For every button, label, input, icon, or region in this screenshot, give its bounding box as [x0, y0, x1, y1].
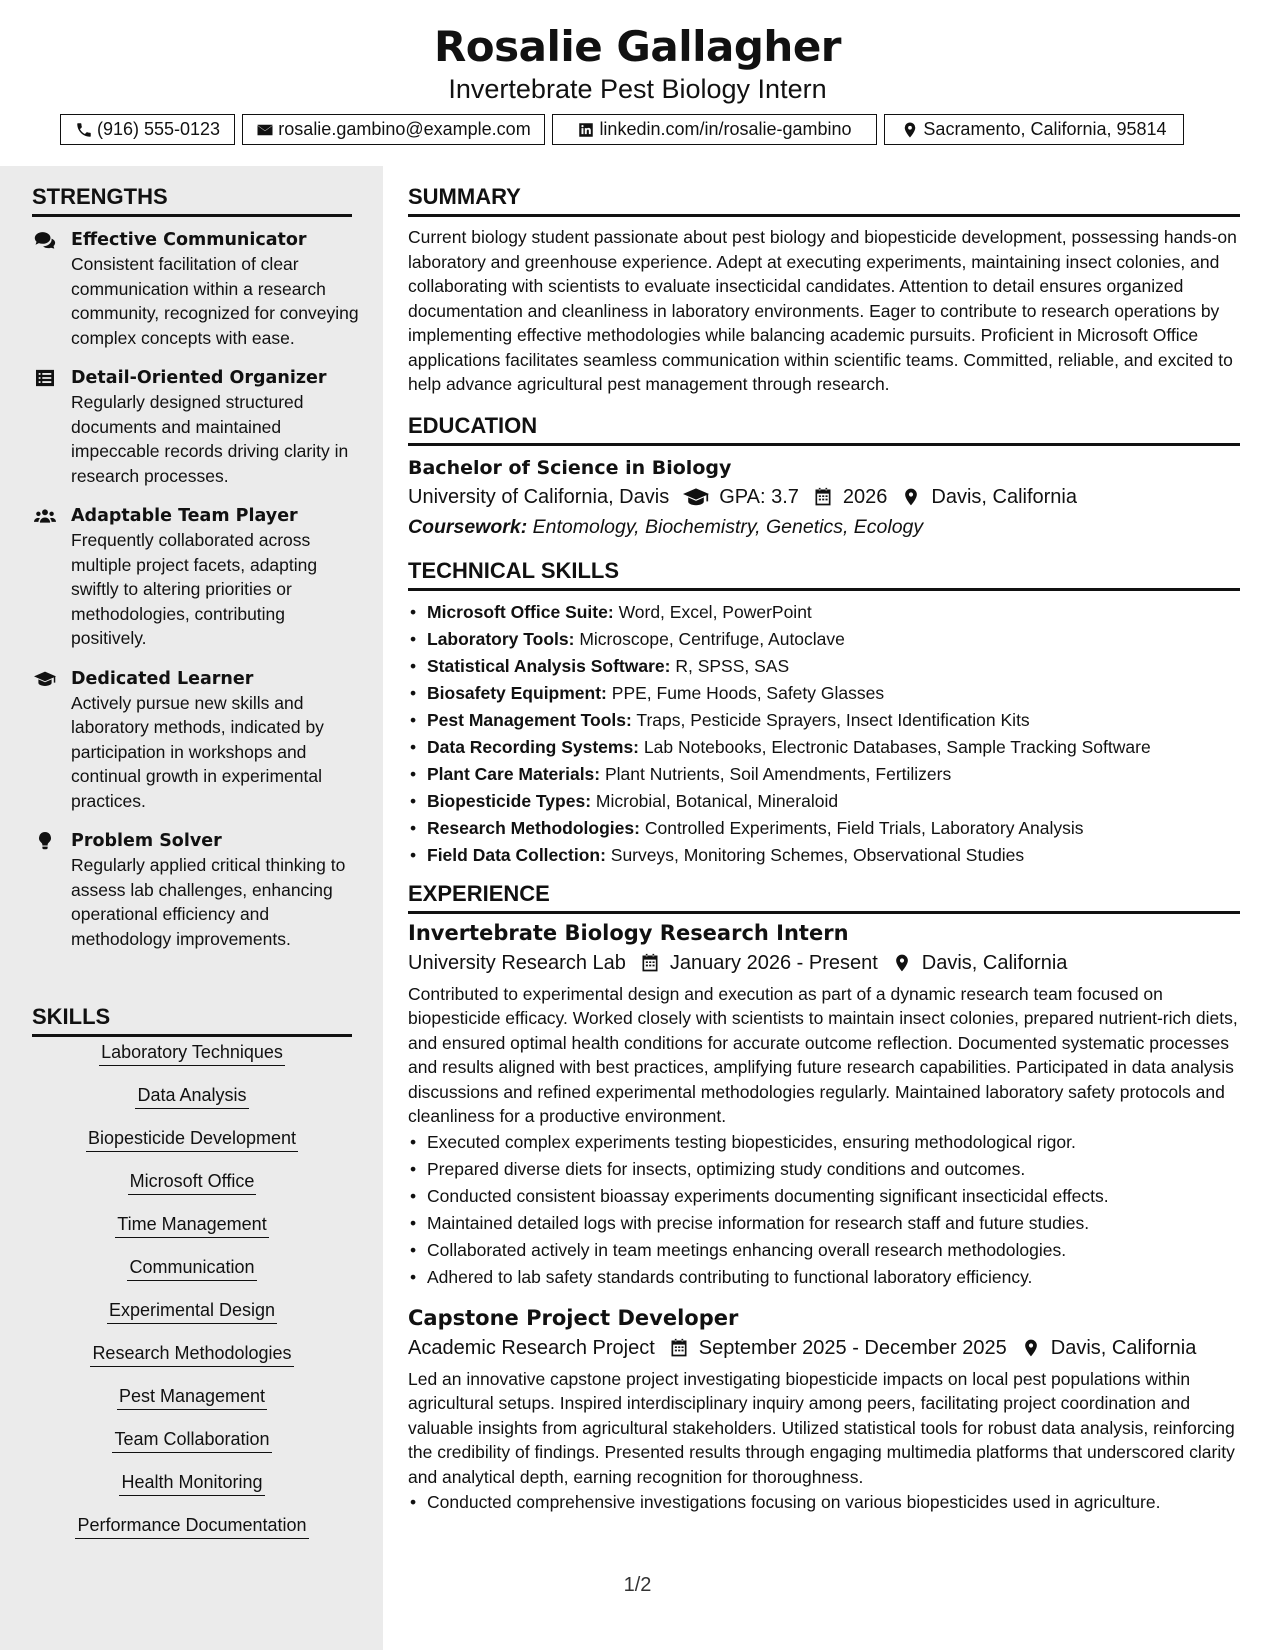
list-item: [408, 707, 1240, 734]
job-location: Davis, California: [921, 951, 1068, 974]
contact-email[interactable]: [242, 114, 545, 145]
resume-header: [0, 0, 1275, 166]
list-item: • Collaborated actively in team meetings enhancing overall research methodologies.: [408, 1237, 1240, 1264]
job-dates: September 2025 - December 2025: [698, 1336, 1007, 1359]
skill-label: Biopesticide Types:: [427, 790, 592, 811]
list-item: • Conducted consistent bioassay experiments documenting significant insecticidal effects.: [408, 1183, 1240, 1210]
skill-tag: Performance Documentation: [75, 1513, 308, 1539]
contact-phone[interactable]: [60, 114, 235, 145]
skill-label: Pest Management Tools:: [427, 709, 632, 730]
job-description: Led an innovative capstone project investigating biopesticide impacts on local pest populations within agricultural setups. Inspired interdisciplinary inquiry among peers, facilitating project coordination and valuable insights from agricultural stakeholders. Utilized statistical tools for robust data analysis, reinforcing the credibility of findings. Presented results through engaging multimedia platforms that underscored clarity and analytical depth, earning recognition for thoroughness.: [408, 1368, 1235, 1487]
linkedin-icon: [577, 121, 595, 139]
list-icon: [34, 369, 56, 387]
job-dates: January 2026 - Present: [669, 951, 878, 974]
list-item: [408, 788, 1240, 815]
strength-desc: Regularly designed structured documents and maintained impeccable records driving clarity in research processes.: [71, 392, 349, 486]
list-item: • Adhered to lab safety standards contributing to functional laboratory efficiency.: [408, 1264, 1240, 1291]
list-item: • Executed complex experiments testing biopesticides, ensuring methodological rigor.: [408, 1129, 1240, 1156]
map-pin-icon: [1021, 1338, 1041, 1358]
skill-label: Statistical Analysis Software:: [427, 655, 671, 676]
strength-title: Problem Solver: [71, 831, 222, 851]
list-item: [408, 626, 1240, 653]
person-name: Rosalie Gallagher: [433, 22, 842, 71]
education-school: University of California, Davis: [408, 485, 670, 508]
skill-value: Lab Notebooks, Electronic Databases, Sample Tracking Software: [643, 736, 1151, 757]
list-item: [408, 680, 1240, 707]
envelope-icon: [256, 121, 274, 139]
graduation-cap-icon: [683, 487, 709, 507]
strength-item: [32, 829, 362, 951]
strength-title: Effective Communicator: [71, 230, 307, 250]
list-item: • Prepared diverse diets for insects, optimizing study conditions and outcomes.: [408, 1156, 1240, 1183]
job-entry: [408, 1303, 1240, 1517]
contact-email-text: rosalie.gambino@example.com: [278, 119, 531, 139]
skill-value: Microbial, Botanical, Mineraloid: [595, 790, 839, 811]
technical-skills-heading: TECHNICAL SKILLS: [408, 558, 1240, 591]
skills-heading: SKILLS: [32, 1004, 352, 1037]
list-item: [408, 653, 1240, 680]
job-meta: [408, 948, 1240, 978]
list-item: [408, 815, 1240, 842]
comments-icon: [34, 231, 56, 249]
coursework-list: Entomology, Biochemistry, Genetics, Ecology: [532, 515, 924, 538]
skill-value: R, SPSS, SAS: [675, 655, 790, 676]
calendar-icon: [640, 953, 660, 973]
coursework-label: Coursework:: [408, 515, 528, 538]
map-pin-icon: [901, 487, 921, 507]
skill-tag: Research Methodologies: [90, 1341, 293, 1367]
skill-label: Microsoft Office Suite:: [427, 601, 614, 622]
strength-desc: Actively pursue new skills and laboratory methods, indicated by participation in workshops and continual growth in experimental practices.: [71, 692, 324, 811]
calendar-icon: [669, 1338, 689, 1358]
skill-tag: Communication: [127, 1255, 256, 1281]
list-item: • Maintained detailed logs with precise information for research staff and future studies.: [408, 1210, 1240, 1237]
job-title: Capstone Project Developer: [408, 1305, 739, 1330]
experience-heading: EXPERIENCE: [408, 881, 1240, 914]
list-item: • Conducted comprehensive investigations focusing on various biopesticides used in agriculture.: [408, 1489, 1240, 1516]
education-heading: EDUCATION: [408, 413, 1240, 446]
education-coursework: [408, 512, 1240, 542]
strength-item: [32, 366, 362, 488]
contact-linkedin-text: linkedin.com/in/rosalie-gambino: [599, 119, 852, 139]
contact-bar: [60, 114, 1184, 145]
contact-linkedin[interactable]: [552, 114, 877, 145]
strength-item: [32, 667, 362, 814]
map-pin-icon: [892, 953, 912, 973]
map-pin-icon: [901, 121, 919, 139]
job-org: Academic Research Project: [408, 1336, 655, 1359]
skills-list: [32, 1040, 352, 1556]
strength-desc: Consistent facilitation of clear communication within a research community, recognized for conveying complex concepts with ease.: [71, 254, 359, 348]
skill-label: Research Methodologies:: [427, 817, 640, 838]
skill-label: Laboratory Tools:: [427, 628, 575, 649]
strength-title: Dedicated Learner: [71, 668, 254, 689]
sidebar: [0, 166, 383, 1650]
skill-value: Surveys, Monitoring Schemes, Observational Studies: [610, 844, 1025, 865]
skill-value: Word, Excel, PowerPoint: [618, 601, 812, 622]
strengths-list: [32, 228, 362, 967]
education-degree: Bachelor of Science in Biology: [408, 456, 732, 479]
calendar-icon: [813, 487, 833, 507]
main-content: [408, 166, 1240, 1528]
strength-title: Detail-Oriented Organizer: [71, 368, 327, 388]
skill-tag: Data Analysis: [135, 1083, 248, 1109]
skill-tag: Health Monitoring: [119, 1470, 264, 1496]
strength-item: [32, 504, 362, 651]
strength-title: Adaptable Team Player: [71, 506, 298, 526]
lightbulb-icon: [34, 832, 56, 850]
skill-value: Controlled Experiments, Field Trials, Laboratory Analysis: [644, 817, 1084, 838]
users-icon: [34, 507, 56, 525]
strength-desc: Frequently collaborated across multiple project facets, adapting swiftly to altering priorities or methodologies, contributing positively.: [71, 530, 318, 648]
list-item: [408, 734, 1240, 761]
list-item: [408, 761, 1240, 788]
strength-item: [32, 228, 362, 350]
job-bullets: [408, 1489, 1240, 1516]
skill-tag: Experimental Design: [107, 1298, 277, 1324]
contact-location: [884, 114, 1184, 145]
skill-value: PPE, Fume Hoods, Safety Glasses: [611, 682, 885, 703]
job-org: University Research Lab: [408, 951, 626, 974]
summary-text: Current biology student passionate about pest biology and biopesticide development, possessing hands-on laboratory and greenhouse experience. Adept at executing experiments, maintaining insect colonies, and collaborating with scientists to evaluate insecticidal candidates. Attention to detail ensures organized documentation and cleanliness in laboratory environments. Eager to contribute to research operations by implementing effective methodologies while balancing academic pursuits. Proficient in Microsoft Office applications facilitates seamless communication within scientific teams. Committed, reliable, and excited to help advance agricultural pest management through research.: [408, 227, 1237, 394]
summary-heading: SUMMARY: [408, 184, 1240, 217]
job-title: Invertebrate Biology Research Intern: [408, 920, 849, 945]
technical-skills-list: [408, 599, 1240, 869]
education-gpa: GPA: 3.7: [719, 485, 799, 508]
phone-icon: [75, 121, 93, 139]
skill-value: Traps, Pesticide Sprayers, Insect Identification Kits: [636, 709, 1030, 730]
strengths-heading: STRENGTHS: [32, 184, 352, 217]
contact-location-text: Sacramento, California, 95814: [923, 119, 1167, 139]
job-location: Davis, California: [1050, 1336, 1197, 1359]
skill-tag: Biopesticide Development: [86, 1126, 298, 1152]
skill-label: Biosafety Equipment:: [427, 682, 607, 703]
job-meta: [408, 1333, 1240, 1363]
education-year: 2026: [842, 485, 888, 508]
job-description: Contributed to experimental design and execution as part of a dynamic research team focused on biopesticide efficacy. Worked closely with scientists to maintain insect colonies, prepared nutrient-rich diets, and ensured optimal health conditions for accurate outcome reflection. Documented systematic processes and results aligned with best practices, amplifying future research capabilities. Participated in data analysis discussions and refined experimental methodologies regularly. Maintained laboratory safety protocols and cleanliness for a productive environment.: [408, 983, 1238, 1126]
education-meta: [408, 482, 1240, 512]
person-title: Invertebrate Pest Biology Intern: [448, 74, 827, 104]
skill-tag: Pest Management: [117, 1384, 267, 1410]
skill-label: Field Data Collection:: [427, 844, 606, 865]
job-bullets: [408, 1129, 1240, 1291]
contact-phone-text: (916) 555-0123: [96, 119, 221, 139]
strength-desc: Regularly applied critical thinking to assess lab challenges, enhancing operational efficiency and methodology improvements.: [71, 855, 346, 949]
education-location: Davis, California: [931, 485, 1077, 508]
list-item: [408, 842, 1240, 869]
skill-tag: Time Management: [115, 1212, 268, 1238]
skill-tag: Laboratory Techniques: [99, 1040, 285, 1066]
skill-tag: Team Collaboration: [112, 1427, 271, 1453]
skill-tag: Microsoft Office: [128, 1169, 257, 1195]
graduation-cap-icon: [34, 670, 56, 688]
skill-value: Plant Nutrients, Soil Amendments, Fertilizers: [605, 763, 952, 784]
skill-value: Microscope, Centrifuge, Autoclave: [579, 628, 845, 649]
job-entry: [408, 918, 1240, 1291]
list-item: [408, 599, 1240, 626]
page-number: 1/2: [623, 1574, 652, 1596]
skill-label: Plant Care Materials:: [427, 763, 601, 784]
skill-label: Data Recording Systems:: [427, 736, 640, 757]
